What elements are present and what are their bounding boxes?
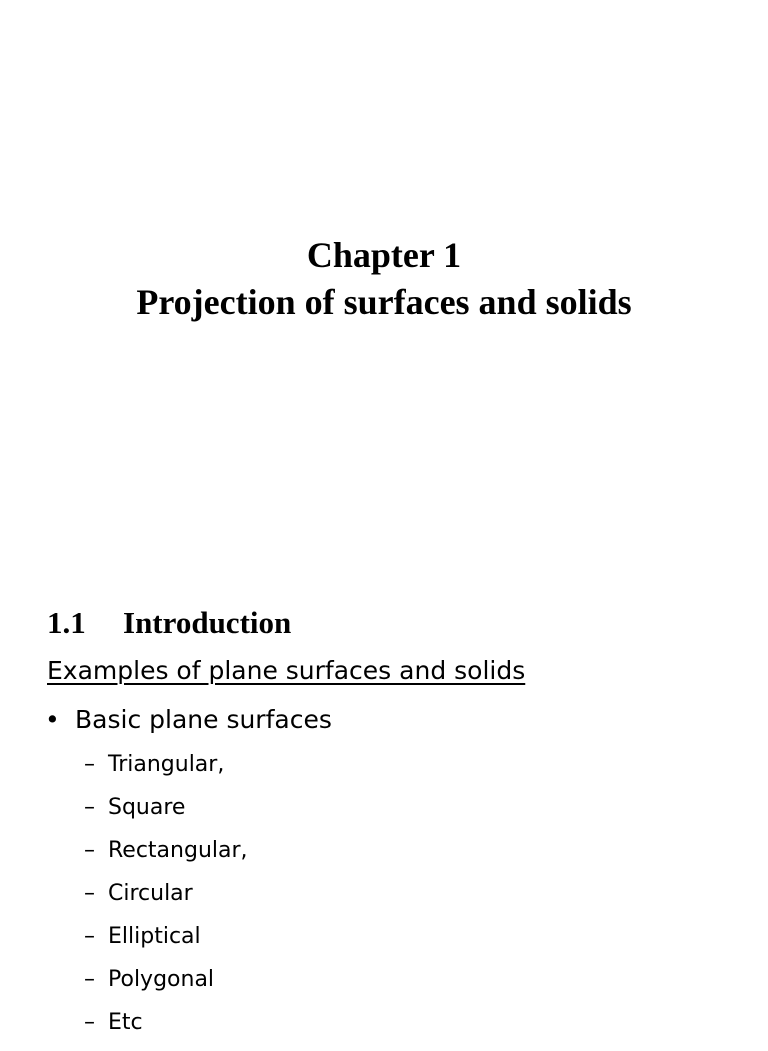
sub-list	[84, 750, 248, 1051]
sub-list-item	[84, 750, 248, 793]
dash-marker: –	[84, 924, 95, 949]
sub-item-text: Etc	[108, 1010, 143, 1035]
examples-subheading: Examples of plane surfaces and solids	[47, 656, 526, 685]
sub-item-text: Triangular,	[108, 752, 225, 777]
sub-item-text: Rectangular,	[108, 838, 248, 863]
sub-list-item	[84, 879, 248, 922]
chapter-title: Projection of surfaces and solids	[136, 282, 632, 322]
sub-list-item	[84, 836, 248, 879]
sub-item-text: Polygonal	[108, 967, 215, 992]
chapter-heading	[0, 232, 768, 326]
sub-list-item	[84, 793, 248, 836]
dash-marker: –	[84, 795, 95, 820]
sub-item-text: Elliptical	[108, 924, 201, 949]
section-title: Introduction	[123, 605, 292, 640]
chapter-number: Chapter 1	[306, 235, 462, 275]
bullet-marker: •	[45, 705, 60, 734]
dash-marker: –	[84, 967, 95, 992]
bullet-text: Basic plane surfaces	[75, 705, 332, 734]
bullet-item	[45, 703, 332, 737]
dash-marker: –	[84, 838, 95, 863]
sub-list-item	[84, 922, 248, 965]
section-heading	[47, 603, 291, 643]
dash-marker: –	[84, 881, 95, 906]
sub-item-text: Circular	[108, 881, 193, 906]
sub-list-item	[84, 1008, 248, 1051]
sub-list-item	[84, 965, 248, 1008]
dash-marker: –	[84, 1010, 95, 1035]
section-number: 1.1	[47, 605, 86, 640]
sub-item-text: Square	[108, 795, 186, 820]
dash-marker: –	[84, 752, 95, 777]
